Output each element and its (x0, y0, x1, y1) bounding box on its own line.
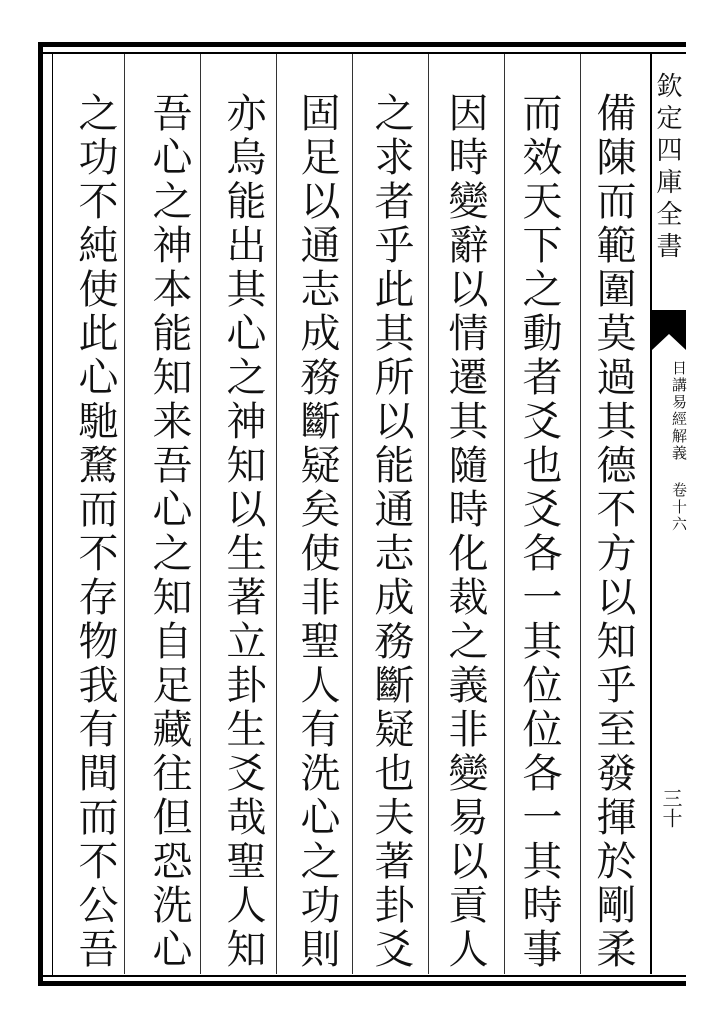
page-number: 三十 (659, 788, 683, 828)
inner-border (52, 52, 53, 976)
column-rule (276, 54, 277, 974)
column-rule (352, 54, 353, 974)
volume-label (656, 360, 686, 540)
text-column-1: 備陳而範圍莫過其德不方以知乎至發揮於剛柔 (590, 92, 636, 972)
text-column-7: 吾心之神本能知来吾心之知自足藏往但恐洗心 (146, 92, 192, 972)
volume-number: 卷十六 (670, 482, 688, 533)
bottom-border (38, 975, 686, 977)
text-column-4: 之求者乎此其所以能通志成務斷疑也夫著卦爻 (368, 92, 414, 972)
volume-title: 日講易經解義 (670, 360, 688, 462)
book-title: 欽定四庫全書 (652, 72, 682, 264)
text-column-6: 亦烏能出其心之神知以生著立卦生爻哉聖人知 (220, 92, 266, 972)
top-border (38, 52, 686, 54)
text-column-5: 固足以通志成務斷疑矣使非聖人有洗心之功則 (294, 92, 340, 972)
column-rule (124, 54, 125, 974)
column-rule (580, 54, 581, 974)
text-column-3: 因時變辭以情遷其隨時化裁之義非變易以貢人 (442, 92, 488, 972)
column-rule (200, 54, 201, 974)
column-rule (428, 54, 429, 974)
column-rule (504, 54, 505, 974)
text-column-8: 之功不純使此心馳騖而不存物我有間而不公吾 (72, 92, 118, 972)
text-column-2: 而效天下之動者爻也爻各一其位位各一其時事 (516, 92, 562, 972)
